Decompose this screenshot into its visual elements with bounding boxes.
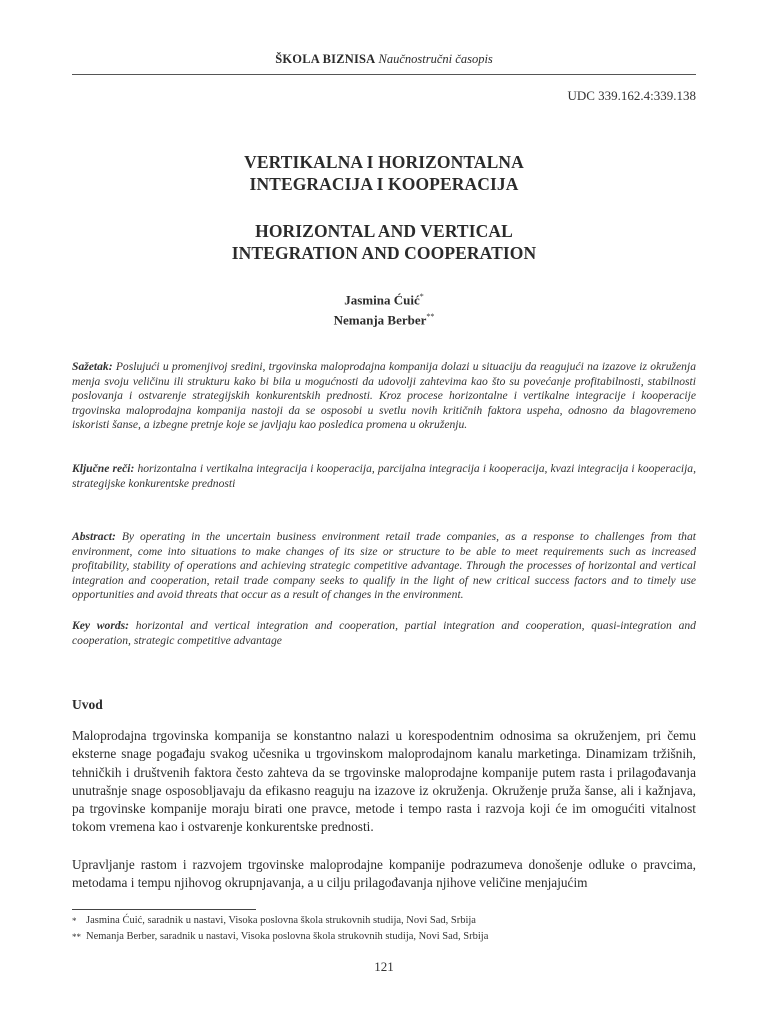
section-heading: Uvod xyxy=(72,697,103,712)
journal-subtitle: Naučnostručni časopis xyxy=(378,52,493,66)
abstract-english-label: Abstract: xyxy=(72,530,116,543)
footnote-divider xyxy=(72,909,256,910)
abstract-serbian xyxy=(72,360,696,433)
title-english-line: HORIZONTAL AND VERTICAL xyxy=(255,221,513,241)
journal-name: ŠKOLA BIZNISA xyxy=(275,52,376,66)
footnote-text: Jasmina Ćuić, saradnik u nastavi, Visoka poslovna škola strukovnih studija, Novi Sad, Srbija xyxy=(86,915,476,926)
page-number: 121 xyxy=(374,959,394,974)
footnotes xyxy=(72,913,696,945)
title-english xyxy=(72,220,696,264)
keywords-english xyxy=(72,619,696,648)
author-footnote-mark: * xyxy=(419,292,424,301)
author-name: Nemanja Berber xyxy=(333,312,427,328)
keywords-english-label: Key words: xyxy=(72,619,130,632)
footnote xyxy=(72,913,696,929)
title-serbian-line: INTEGRACIJA I KOOPERACIJA xyxy=(249,174,519,194)
footnote-mark: * xyxy=(72,916,77,926)
keywords-english-text: horizontal and vertical integration and cooperation, partial integration and cooperation, quasi-integration and cooperation, strategic competitive advantage xyxy=(72,619,696,647)
udc-code: UDC 339.162.4:339.138 xyxy=(567,88,696,103)
author-name: Jasmina Ćuić xyxy=(344,292,420,308)
body-paragraph: Upravljanje rastom i razvojem trgovinske maloprodajne kompanije podrazumeva donošenje odluke o pravcima, metodama i tempu njihovog okrupnjavanja, a u cilju prilagođavanja njihove veličine menjajućim xyxy=(72,857,696,891)
body-paragraph: Maloprodajna trgovinska kompanija se konstantno nalazi u korespodentnim odnosima sa okruženjem, pri čemu eksterne snage pogađaju svakog učesnika u trgovinskom maloprodajnom kanalu marketinga. Dinamizam tržišnih, tehničkih i društvenih faktora često zahteva da se trgovinske maloprodajne kompanije putem rasta i prilagođavanja unutrašnje snage osposobljavaju da efikasno reaguju na izazove iz okruženja. Okruženje pruža šanse, ali i kažnjava, pa trgovinske kompanije moraju birati one pravce, metode i tempo rasta i razvoja koji će im omogućiti vitalnost tokom vremena kao i ostvarenje konkurentske prednosti. xyxy=(72,728,696,835)
abstract-serbian-label: Sažetak: xyxy=(72,360,113,373)
author-list xyxy=(0,288,768,329)
abstract-english xyxy=(72,530,696,603)
footnote xyxy=(72,929,696,945)
keywords-serbian-label: Ključne reči: xyxy=(72,462,135,475)
abstract-english-text: By operating in the uncertain business environment retail trade companies, as a response to challenges from that environment, come into situations to make changes of its size or structure to be able to meet requirements such as increased profitability, stability of operations and achieving strategic competitive advantage. Through the processes of horizontal and vertical integration and cooperation, retail trade company seeks to qualify in the light of new critical success factors and to timely use opportunities and avoid threats that occur as a result of changes in the environment. xyxy=(72,530,696,602)
title-english-line: INTEGRATION AND COOPERATION xyxy=(231,243,537,263)
abstract-serbian-text: Posluјući u promenjivoj sredini, trgovinska maloprodajna kompanija dolazi u situaciju da reagujući na izazove iz okruženja menja svoju veličinu ili strukturu kako bi bila u mogućnosti da udovolji zahtevima kao što su povećanje profitabilnosti, stabilnosti poslovanja i ostvarenje strategijskih konkurentskih prednosti. Kroz procese horizontalne i vertikalne integracije i kooperacije trgovinska maloprodajna kompanija nastoji da se osposobi u svetlu novih kritičnih faktora uspeha, odnosno da blagovremeno iskoristi šanse, a izbegne pretnje koje se javljaju kao posledica promena u okruženju. xyxy=(72,360,696,432)
footnote-text: Nemanja Berber, saradnik u nastavi, Visoka poslovna škola strukovnih studija, Novi Sad, Srbija xyxy=(86,931,489,942)
keywords-serbian-text: horizontalna i vertikalna integracija i kooperacija, parcijalna integracija i kooperacija, kvazi integracija i kooperacija, strategijske konkurentske prednosti xyxy=(72,462,696,490)
keywords-serbian xyxy=(72,462,696,491)
title-serbian xyxy=(72,151,696,195)
author xyxy=(0,288,768,308)
author-footnote-mark: ** xyxy=(426,312,435,322)
header-divider xyxy=(72,74,696,75)
running-header xyxy=(0,52,768,67)
footnote-mark: ** xyxy=(72,932,81,942)
author xyxy=(0,308,768,328)
title-serbian-line: VERTIKALNA I HORIZONTALNA xyxy=(244,152,524,172)
